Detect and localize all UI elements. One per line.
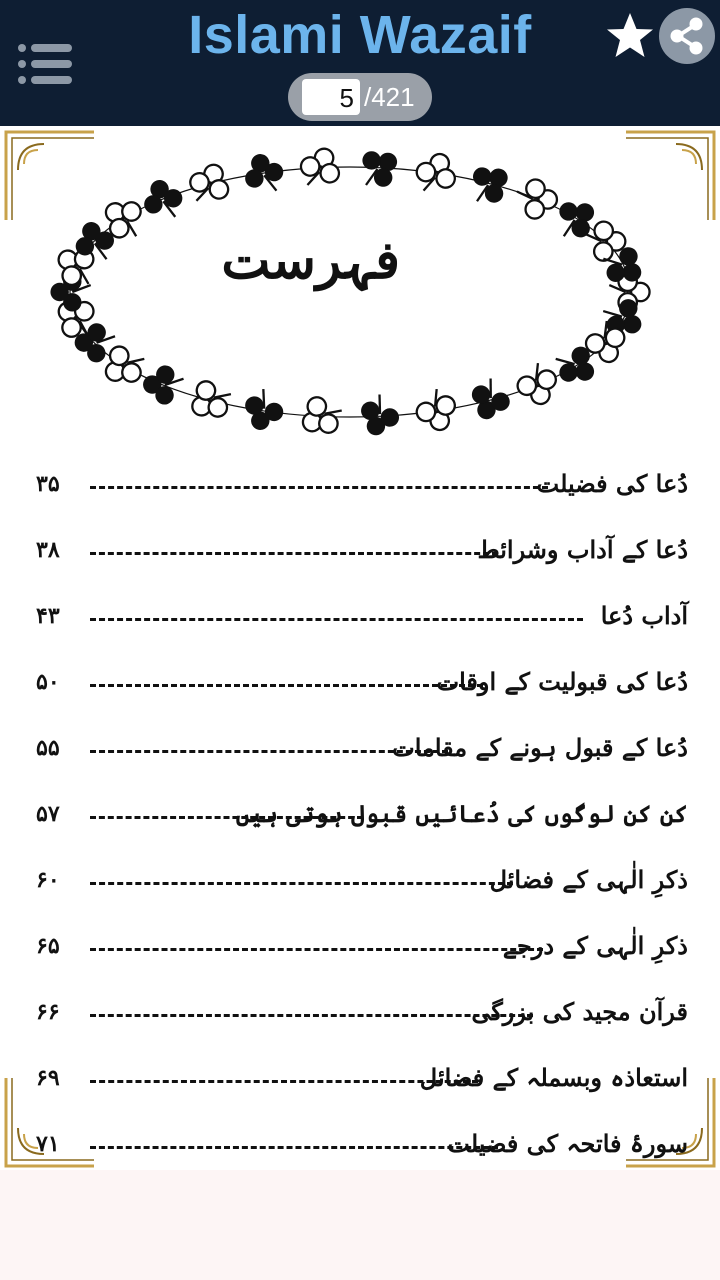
toc-dot-leader: [90, 618, 583, 621]
toc-entry-title: دُعا کے قبول ہونے کے مقامات: [392, 733, 688, 762]
page-indicator: [288, 73, 432, 121]
floral-frame-icon: [40, 142, 660, 442]
toc-entry-title: ذکرِ الٰہی کے فضائل: [489, 865, 688, 894]
toc-dot-leader: [90, 684, 483, 687]
toc-entry-title: آداب دُعا: [600, 601, 688, 630]
toc-entry-page: ۵۷: [36, 801, 60, 827]
book-page[interactable]: [0, 126, 720, 1170]
toc-entry[interactable]: [28, 596, 688, 636]
toc-entry[interactable]: [28, 728, 688, 768]
toc-entry[interactable]: [28, 794, 688, 834]
toc-entry-title: قرآن مجید کی بزرگی: [471, 997, 688, 1026]
toc-entry-title: استعاذہ وبسملہ کے فضائل: [419, 1063, 688, 1092]
page-heading: فہرست: [221, 230, 400, 291]
toc-entry-page: ۳۸: [36, 537, 60, 563]
toc-dot-leader: [90, 882, 513, 885]
star-icon: [604, 10, 656, 62]
toc-dot-leader: [90, 1014, 533, 1017]
share-icon: [659, 8, 715, 64]
toc-entry-title: سورۂ فاتحہ کی فضیلت: [447, 1129, 688, 1158]
page-total: /421: [364, 82, 415, 112]
toc-entry[interactable]: [28, 1058, 688, 1098]
toc-entry-page: ۶۵: [36, 933, 60, 959]
page-number-input[interactable]: 5: [302, 79, 360, 115]
toc-dot-leader: [90, 1080, 478, 1083]
toc-entry-page: ۵۵: [36, 735, 60, 761]
toc-entry-page: ۷۱: [36, 1131, 60, 1157]
toc-entry-page: ۶۹: [36, 1065, 60, 1091]
toc-dot-leader: [90, 552, 498, 555]
toc-dot-leader: [90, 486, 548, 489]
toc-entry-title: ذکرِ الٰہی کے درجے: [502, 931, 688, 960]
app-header: [0, 0, 720, 126]
toc-entry-page: ۳۵: [36, 471, 60, 497]
toc-entry[interactable]: [28, 992, 688, 1032]
toc-dot-leader: [90, 816, 363, 819]
toc-entry-page: ۶۶: [36, 999, 60, 1025]
toc-entry[interactable]: [28, 926, 688, 966]
toc-entry[interactable]: [28, 1124, 688, 1164]
share-button[interactable]: [659, 8, 715, 64]
toc-entry-page: ۴۳: [36, 603, 60, 629]
toc-dot-leader: [90, 1146, 498, 1149]
toc-entry-page: ۵۰: [36, 669, 60, 695]
toc-entry-title: دُعا کی فضیلت: [536, 469, 688, 498]
toc-entry-page: ۶۰: [36, 867, 60, 893]
toc-dot-leader: [90, 750, 448, 753]
bookmark-button[interactable]: [604, 10, 656, 62]
app-title: Islami Wazaif: [188, 5, 532, 65]
toc-entry-title: دُعا کی قبولیت کے اوقات: [436, 667, 688, 696]
menu-button[interactable]: [18, 42, 74, 86]
toc-dot-leader: [90, 948, 543, 951]
toc-entry[interactable]: [28, 860, 688, 900]
toc-entry[interactable]: [28, 662, 688, 702]
toc-entry-title: دُعا کے آداب وشرائط: [477, 535, 688, 564]
toc-entry-title: کن کن لوگوں کی دُعائیں قبول ہوتی ہیں: [235, 799, 688, 828]
toc-entry[interactable]: [28, 464, 688, 504]
toc-entry[interactable]: [28, 530, 688, 570]
